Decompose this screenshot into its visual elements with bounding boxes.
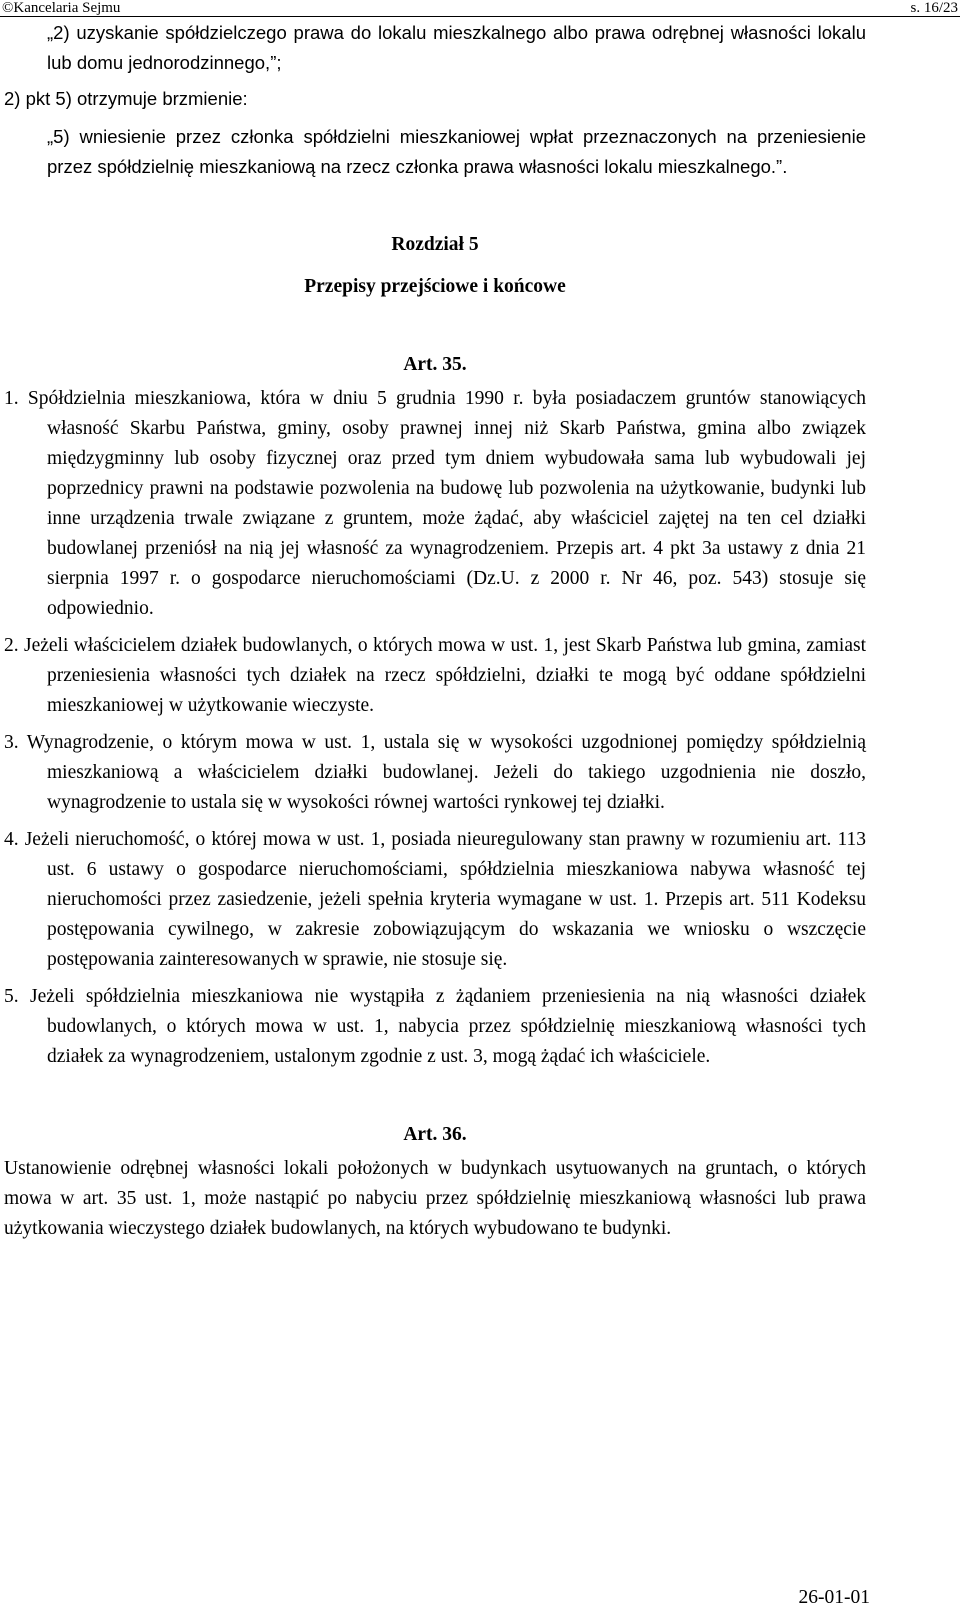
- header-source: ©Kancelaria Sejmu: [2, 0, 121, 16]
- header-rule: [0, 16, 960, 17]
- page-header: [0, 0, 960, 18]
- article-36-paragraph: Ustanowienie odrębnej własności lokali położonych w budynkach usytuowanych na gruntach, o których mowa w art. 35 ust. 1, może nastąpić po nabyciu przez spółdzielnię mieszkaniową własności lub prawa użytkowania wieczystego działek budowlanych, na których wybudowano te budynki.: [4, 1158, 866, 1239]
- amendment-item-2: 2) pkt 5) otrzymuje brzmienie:: [4, 88, 248, 109]
- article-35-paragraph-3: 3. Wynagrodzenie, o którym mowa w ust. 1, ustala się w wysokości uzgodnionej pomiędzy spółdzielnią mieszkaniową a właścicielem działki budowlanej. Jeżeli do takiego uzgodnienia nie doszło, wynagrodzenie to ustala się w wysokości równej wartości rynkowej tej działki.: [4, 732, 866, 813]
- chapter-number: Rozdział 5: [391, 234, 479, 255]
- article-35-paragraph-4: 4. Jeżeli nieruchomość, o której mowa w ust. 1, posiada nieuregulowany stan prawny w rozumieniu art. 113 ust. 6 ustawy o gospodarce nieruchomościami, spółdzielnia mieszkaniowa nabywa własność tej nieruchomości przez zasiedzenie, jeżeli spełnia kryteria wymagane w ust. 1. Przepis art. 511 Kodeksu postępowania cywilnego, w zakresie zobowiązującym do wskazania we wniosku o wszczęcie postępowania zainteresowanych w sprawie, nie stosuje się.: [4, 829, 866, 970]
- chapter-title: Przepisy przejściowe i końcowe: [304, 276, 566, 297]
- header-page-number: s. 16/23: [910, 0, 958, 16]
- article-35-paragraph-2: 2. Jeżeli właścicielem działek budowlanych, o których mowa w ust. 1, jest Skarb Państwa lub gmina, zamiast przeniesienia własności tych działek na rzecz spółdzielni, działki te mogą być oddane spółdzielni mieszkaniowej w użytkowanie wieczyste.: [4, 635, 866, 716]
- document-body: [4, 18, 866, 1244]
- article-35-paragraph-5: 5. Jeżeli spółdzielnia mieszkaniowa nie wystąpiła z żądaniem przeniesienia na nią własności działek budowlanych, o których mowa w ust. 1, nabycia przez spółdzielnię mieszkaniową własności tych działek za wynagrodzeniem, ustalonym zgodnie z ust. 3, mogą żądać ich właściciele.: [4, 986, 866, 1067]
- amended-point-5: „5) wniesienie przez członka spółdzielni mieszkaniowej wpłat przeznaczonych na przeniesienie przez spółdzielnię mieszkaniową na rzecz członka prawa własności lokalu mieszkalnego.”.: [47, 126, 866, 177]
- article-35-heading: Art. 35.: [403, 354, 467, 375]
- article-35-paragraph-1: 1. Spółdzielnia mieszkaniowa, która w dniu 5 grudnia 1990 r. była posiadaczem gruntów stanowiących własność Skarbu Państwa, gminy, osoby prawnej innej niż Skarb Państwa, gmina albo związek międzygminny lub osoby fizycznej oraz przed tym dniem wybudowała sama lub wybudowali jej poprzednicy prawni na podstawie pozwolenia na budowę lub pozwolenia na użytkowanie, budynki lub inne urządzenia trwale związane z gruntem, może żądać, aby właściciel zajętej na ten cel działki budowlanej przeniósł na nią jej własność za wynagrodzeniem. Przepis art. 4 pkt 3a ustawy z dnia 21 sierpnia 1997 r. o gospodarce nieruchomościami (Dz.U. z 2000 r. Nr 46, poz. 543) stosuje się odpowiednio.: [4, 388, 866, 619]
- article-36-heading: Art. 36.: [403, 1124, 467, 1145]
- footer-date: 26-01-01: [798, 1587, 870, 1608]
- amended-point-2: „2) uzyskanie spółdzielczego prawa do lokalu mieszkalnego albo prawa odrębnej własności lokalu lub domu jednorodzinnego,”;: [47, 22, 866, 73]
